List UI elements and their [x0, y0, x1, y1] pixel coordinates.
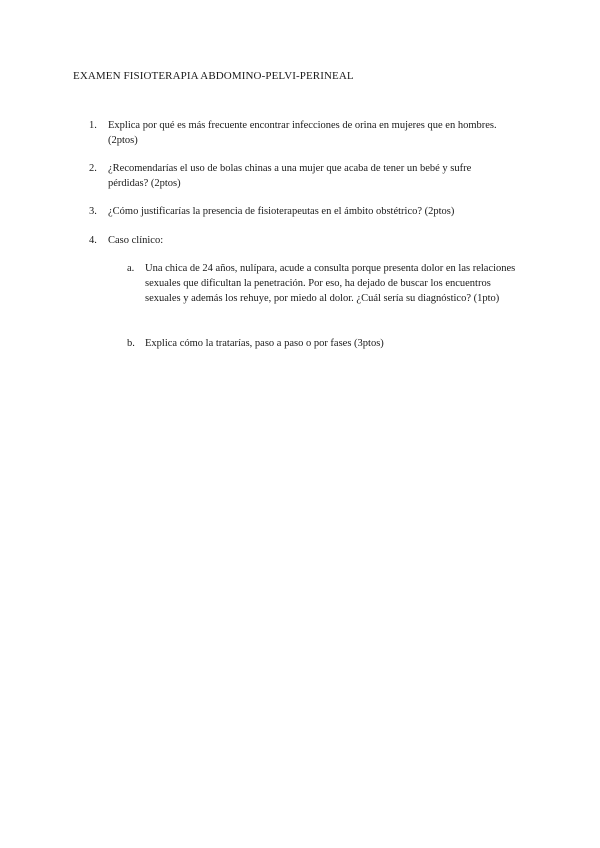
sub-question-text: Una chica de 24 años, nulípara, acude a consulta porque presenta dolor en las relaciones sexuales que dificultan la penetración. Por eso, ha dejado de buscar los encuentros sexuales y además los rehuye, por miedo al dolor. ¿Cuál sería su diagnóstico? (1pto): [145, 263, 516, 304]
question-text: ¿Cómo justificarías la presencia de fisioterapeutas en el ámbito obstétrico? (2ptos): [108, 206, 455, 217]
exam-title: EXAMEN FISIOTERAPIA ABDOMINO-PELVI-PERINEAL: [73, 70, 354, 82]
sub-question-letter: a.: [127, 263, 135, 274]
question-text: Caso clínico:: [108, 235, 164, 246]
sub-question-letter: b.: [127, 338, 135, 349]
question-text: Explica por qué es más frecuente encontrar infecciones de orina en mujeres que en hombres. (2ptos): [108, 120, 497, 146]
sub-question-text: Explica cómo la tratarías, paso a paso o por fases (3ptos): [145, 338, 384, 349]
question-number: 1.: [89, 120, 97, 131]
question-number: 4.: [89, 235, 97, 246]
question-text: ¿Recomendarías el uso de bolas chinas a una mujer que acaba de tener un bebé y sufre pérdidas? (2ptos): [108, 163, 472, 189]
question-number: 3.: [89, 206, 97, 217]
question-number: 2.: [89, 163, 97, 174]
